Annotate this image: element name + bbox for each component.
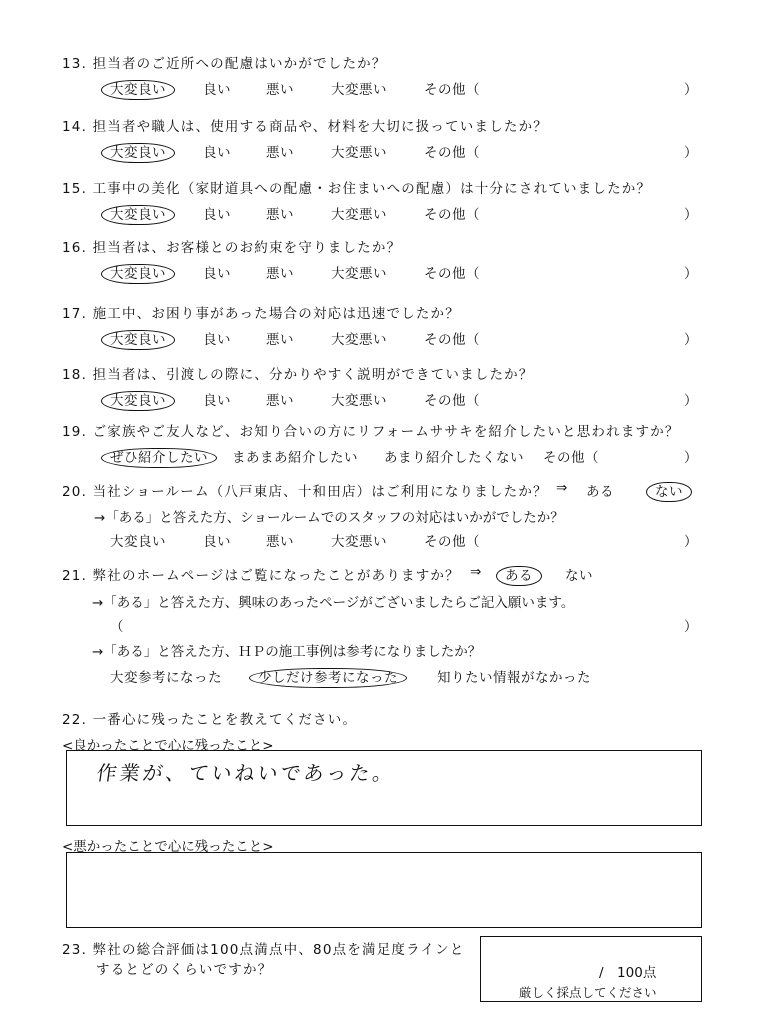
q17-option-4[interactable]: 大変悪い <box>331 332 387 348</box>
q17-option-3[interactable]: 悪い <box>266 332 294 348</box>
score-box[interactable] <box>480 936 702 1002</box>
q16-option-1[interactable]: 大変良い <box>110 262 175 282</box>
question-20: 20. 当社ショールーム（八戸東店、十和田店）はご利用になりましたか？ <box>62 484 548 500</box>
question-22: 22. 一番心に残ったことを教えてください。 <box>62 712 358 728</box>
bad-label: <悪かったことで心に残ったこと> <box>62 839 274 855</box>
q20-option-1[interactable]: 大変良い <box>110 534 166 550</box>
question-13: 13. 担当者のご近所への配慮はいかがでしたか？ <box>62 56 387 72</box>
q14-option-5[interactable]: その他（ <box>424 145 480 161</box>
q13-option-1[interactable]: 大変良い <box>110 78 175 98</box>
bad-answer-box[interactable] <box>66 852 702 928</box>
q21-option-2[interactable]: 少しだけ参考になった <box>258 666 407 686</box>
question-16: 16. 担当者は、お客様とのお約束を守りましたか？ <box>62 240 402 256</box>
q17-option-2[interactable]: 良い <box>203 332 231 348</box>
q15-option-4[interactable]: 大変悪い <box>331 207 387 223</box>
q16-option-3[interactable]: 悪い <box>266 266 294 282</box>
q20-arrow: ⇒ <box>556 480 568 496</box>
q18-option-5[interactable]: その他（ <box>424 393 480 409</box>
q20-close-paren: ） <box>684 534 698 550</box>
q18-option-3[interactable]: 悪い <box>266 393 294 409</box>
q21-option-1[interactable]: 大変参考になった <box>110 670 222 686</box>
q14-option-3[interactable]: 悪い <box>266 145 294 161</box>
q21-sub2: →「ある」と答えた方、ＨＰの施工事例は参考になりましたか？ <box>92 644 482 660</box>
q13-option-5[interactable]: その他（ <box>424 82 480 98</box>
q17-close-paren: ） <box>684 332 698 348</box>
q19-option-3[interactable]: あまり紹介したくない <box>384 450 524 466</box>
q20-sub: →「ある」と答えた方、ショールームでのスタッフの対応はいかがでしたか？ <box>94 510 564 526</box>
q21-no[interactable]: ない <box>565 568 593 584</box>
q16-option-2[interactable]: 良い <box>203 266 231 282</box>
q21-sub1: →「ある」と答えた方、興味のあったページがございましたらご記入願います。 <box>92 595 575 611</box>
q19-option-1[interactable]: ぜひ紹介したい <box>110 446 217 466</box>
q13-option-3[interactable]: 悪い <box>266 82 294 98</box>
question-14: 14. 担当者や職人は、使用する商品や、材料を大切に扱っていましたか？ <box>62 119 549 135</box>
q14-option-1[interactable]: 大変良い <box>110 141 175 161</box>
question-19: 19. ご家族やご友人など、お知り合いの方にリフォームササキを紹介したいと思われますか？ <box>62 424 680 440</box>
q18-option-1[interactable]: 大変良い <box>110 389 175 409</box>
q18-option-2[interactable]: 良い <box>203 393 231 409</box>
q15-option-1[interactable]: 大変良い <box>110 203 175 223</box>
question-23-line1: 23. 弊社の総合評価は100点満点中、80点を満足度ラインと <box>62 942 465 958</box>
question-21: 21. 弊社のホームページはご覧になったことがありますか？ <box>62 568 460 584</box>
q15-option-2[interactable]: 良い <box>203 207 231 223</box>
score-text: / 100点 <box>599 965 657 981</box>
good-answer-text: 作業が、ていねいであった。 <box>95 761 398 785</box>
q16-option-4[interactable]: 大変悪い <box>331 266 387 282</box>
question-23-line2: するとどのくらいですか？ <box>96 962 273 978</box>
question-17: 17. 施工中、お困り事があった場合の対応は迅速でしたか？ <box>62 306 460 322</box>
q20-no[interactable]: ない <box>655 480 692 500</box>
q14-option-4[interactable]: 大変悪い <box>331 145 387 161</box>
good-answer-box[interactable] <box>66 750 702 826</box>
q21-arrow: ⇒ <box>470 564 482 580</box>
q18-option-4[interactable]: 大変悪い <box>331 393 387 409</box>
q20-option-3[interactable]: 悪い <box>266 534 294 550</box>
q14-close-paren: ） <box>684 145 698 161</box>
q19-close-paren: ） <box>684 450 698 466</box>
q13-option-4[interactable]: 大変悪い <box>331 82 387 98</box>
q20-yes[interactable]: ある <box>586 484 614 500</box>
q21-close-paren: ） <box>684 619 698 635</box>
q16-option-5[interactable]: その他（ <box>424 266 480 282</box>
q15-option-5[interactable]: その他（ <box>424 207 480 223</box>
q15-close-paren: ） <box>684 207 698 223</box>
q19-option-4[interactable]: その他（ <box>543 450 599 466</box>
good-label: <良かったことで心に残ったこと> <box>62 738 274 754</box>
q15-option-3[interactable]: 悪い <box>266 207 294 223</box>
q20-option-4[interactable]: 大変悪い <box>331 534 387 550</box>
q17-option-1[interactable]: 大変良い <box>110 328 175 348</box>
score-note: 厳しく採点してください <box>519 985 657 1000</box>
q19-option-2[interactable]: まあまあ紹介したい <box>232 450 358 466</box>
question-15: 15. 工事中の美化（家財道具への配慮・お住まいへの配慮）は十分にされていましたか？ <box>62 181 652 197</box>
q21-open-paren: （ <box>110 619 124 635</box>
q18-close-paren: ） <box>684 393 698 409</box>
q21-yes[interactable]: ある <box>505 564 542 584</box>
q16-close-paren: ） <box>684 266 698 282</box>
q14-option-2[interactable]: 良い <box>203 145 231 161</box>
q17-option-5[interactable]: その他（ <box>424 332 480 348</box>
q20-option-5[interactable]: その他（ <box>424 534 480 550</box>
q13-option-2[interactable]: 良い <box>203 82 231 98</box>
q20-option-2[interactable]: 良い <box>203 534 231 550</box>
q21-option-3[interactable]: 知りたい情報がなかった <box>437 670 591 686</box>
q13-close-paren: ） <box>684 82 698 98</box>
question-18: 18. 担当者は、引渡しの際に、分かりやすく説明ができていましたか？ <box>62 367 534 383</box>
